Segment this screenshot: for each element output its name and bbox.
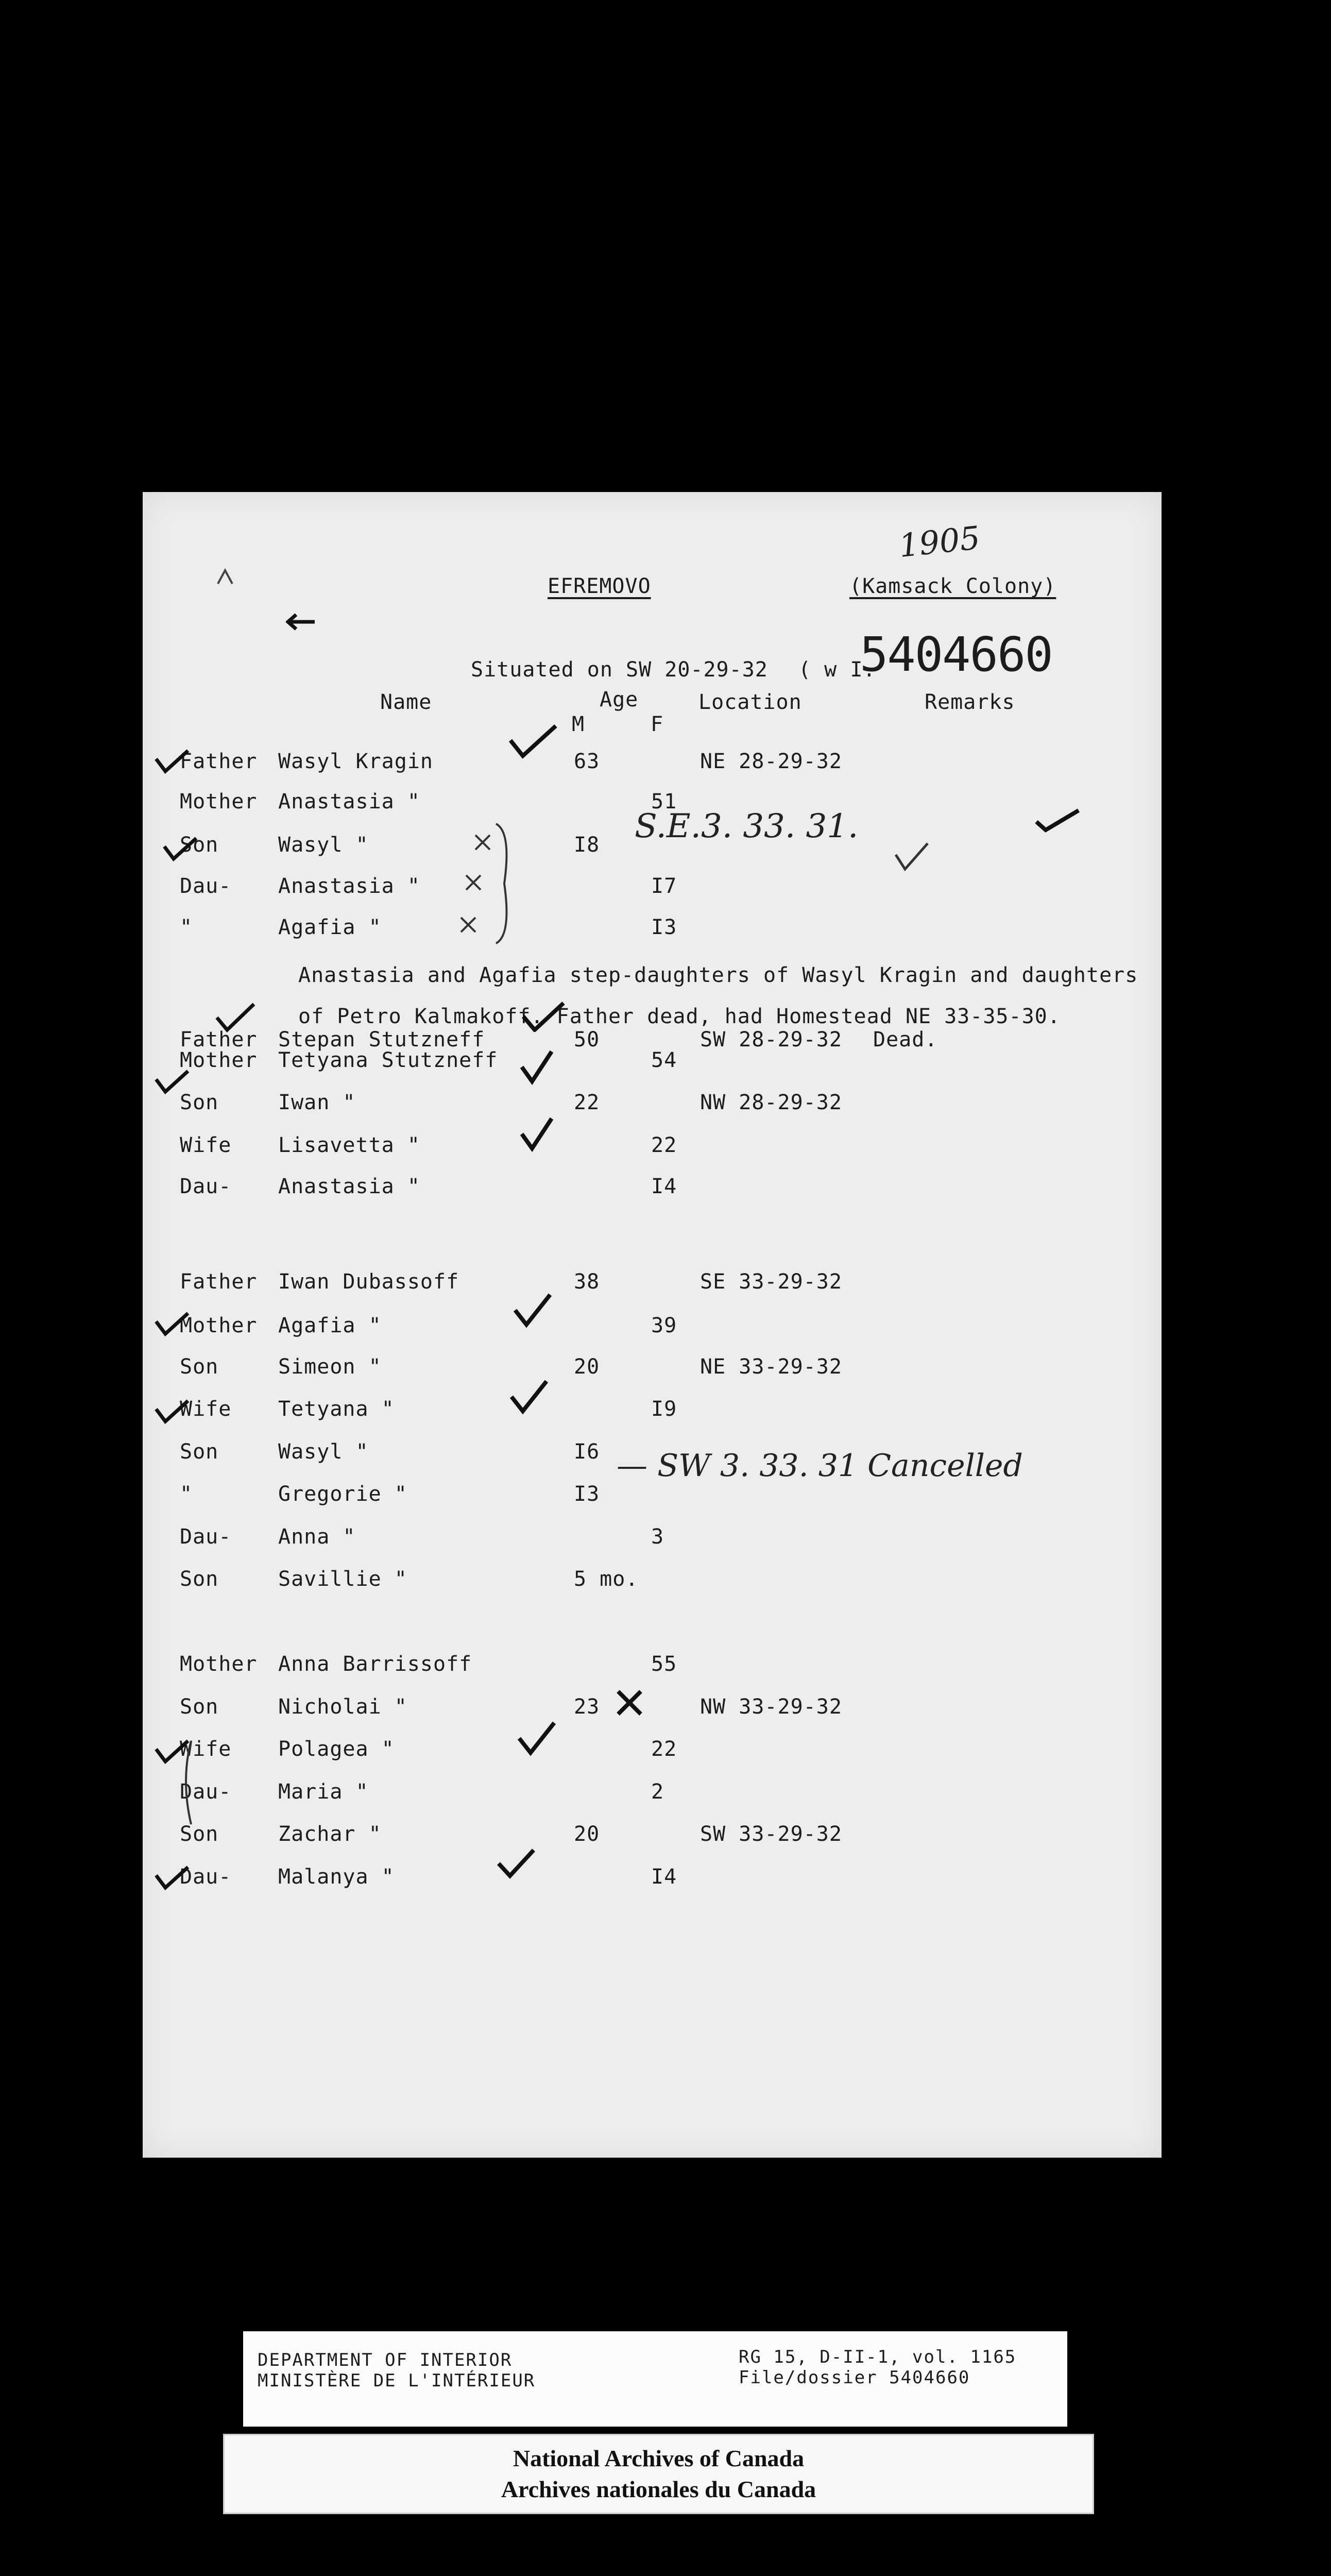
bracket-mark-icon bbox=[179, 1739, 194, 1826]
row-age-male: I8 bbox=[574, 833, 600, 857]
file-dossier-ref: File/dossier 5404660 bbox=[739, 2367, 970, 2388]
row-location: SE 33-29-32 bbox=[700, 1270, 842, 1294]
row-name: Polagea " bbox=[278, 1737, 395, 1761]
row-role: Dau- bbox=[180, 1175, 232, 1198]
note-line-1: Anastasia and Agafia step-daughters of Wasyl Kragin and daughters bbox=[298, 963, 1138, 987]
checkmark-icon bbox=[1034, 807, 1081, 833]
checkmark-icon bbox=[512, 1293, 553, 1329]
row-age-male: 38 bbox=[574, 1270, 600, 1294]
checkmark-icon bbox=[894, 841, 930, 872]
header-name: Name bbox=[380, 690, 432, 714]
row-role: Son bbox=[180, 833, 219, 857]
row-name: Anna Barrissoff bbox=[278, 1652, 472, 1676]
row-name: Tetyana " bbox=[278, 1397, 395, 1421]
row-name: Iwan Dubassoff bbox=[278, 1270, 459, 1294]
row-location: NW 28-29-32 bbox=[700, 1091, 842, 1114]
dept-english: DEPARTMENT OF INTERIOR bbox=[258, 2350, 513, 2370]
row-role: " bbox=[180, 1482, 193, 1506]
row-age-male: 22 bbox=[574, 1091, 600, 1114]
checkmark-icon bbox=[496, 1848, 537, 1879]
row-location: SW 28-29-32 bbox=[700, 1028, 842, 1052]
row-role: Son bbox=[180, 1440, 219, 1464]
row-name: Stepan Stutzneff bbox=[278, 1028, 485, 1052]
file-prefix: ( w I. bbox=[798, 658, 876, 682]
checkmark-icon bbox=[154, 1069, 190, 1095]
checkmark-icon bbox=[215, 1002, 256, 1033]
row-role: Wife bbox=[180, 1397, 232, 1421]
row-role: Father bbox=[180, 1028, 258, 1052]
checkmark-icon bbox=[507, 723, 559, 759]
row-age-male: 20 bbox=[574, 1355, 600, 1379]
checkmark-icon bbox=[516, 1721, 557, 1757]
row-location: NE 33-29-32 bbox=[700, 1355, 842, 1379]
row-age-female: I4 bbox=[651, 1865, 677, 1889]
arrow-mark-icon bbox=[286, 612, 317, 632]
archives-name-french: Archives nationales du Canada bbox=[501, 2476, 816, 2502]
row-age-female: 3 bbox=[651, 1525, 664, 1549]
row-name: Anastasia " bbox=[278, 874, 420, 898]
file-number-stamp: 5404660 bbox=[860, 627, 1052, 682]
row-role: Son bbox=[180, 1567, 219, 1591]
archive-reference-label bbox=[243, 2331, 1067, 2427]
row-name: Simeon " bbox=[278, 1355, 382, 1379]
row-age-female: I7 bbox=[651, 874, 677, 898]
header-age: Age bbox=[600, 688, 639, 711]
row-name: Anastasia " bbox=[278, 1175, 420, 1198]
row-name: Wasyl " bbox=[278, 1440, 369, 1464]
row-name: Savillie " bbox=[278, 1567, 407, 1591]
row-name: Maria " bbox=[278, 1780, 369, 1804]
row-name: Zachar " bbox=[278, 1822, 382, 1846]
row-name: Agafia " bbox=[278, 1314, 382, 1337]
row-age-female: 39 bbox=[651, 1314, 677, 1337]
row-age-female: 55 bbox=[651, 1652, 677, 1676]
checkmark-icon bbox=[508, 1379, 550, 1415]
dept-french: MINISTÈRE DE L'INTÉRIEUR bbox=[258, 2370, 536, 2391]
row-name: Malanya " bbox=[278, 1865, 395, 1889]
checkmark-icon bbox=[154, 749, 190, 774]
row-age-male: 63 bbox=[574, 750, 600, 773]
handwritten-note-se: S.E.3. 33. 31. bbox=[635, 807, 859, 845]
row-age-male: 20 bbox=[574, 1822, 600, 1846]
row-role: Dau- bbox=[180, 1525, 232, 1549]
row-role: Wife bbox=[180, 1737, 232, 1761]
note-line-2: of Petro Kalmakoff. Father dead, had Homestead NE 33-35-30. bbox=[298, 1005, 1061, 1028]
handwritten-note-cancelled: — SW 3. 33. 31 Cancelled bbox=[617, 1448, 1023, 1484]
settlement-name: EFREMOVO bbox=[548, 574, 651, 598]
row-age-male: 23 bbox=[574, 1695, 600, 1719]
colony-name: (Kamsack Colony) bbox=[849, 574, 1056, 598]
cross-mark-icon bbox=[614, 1687, 645, 1718]
row-role: Mother bbox=[180, 790, 258, 814]
small-x-mark-icon bbox=[472, 832, 493, 853]
row-age-male: I6 bbox=[574, 1440, 600, 1464]
row-role: Father bbox=[180, 1270, 258, 1294]
row-role: Mother bbox=[180, 1314, 258, 1337]
bracket-mark-icon bbox=[493, 822, 514, 945]
row-role: Son bbox=[180, 1355, 219, 1379]
row-name: Tetyana Stutzneff bbox=[278, 1048, 498, 1072]
row-age-male: I3 bbox=[574, 1482, 600, 1506]
header-remarks: Remarks bbox=[925, 690, 1015, 714]
header-m: M bbox=[572, 713, 585, 736]
row-role: Dau- bbox=[180, 1865, 232, 1889]
small-x-mark-icon bbox=[463, 872, 484, 893]
row-name: Anastasia " bbox=[278, 790, 420, 814]
row-age-female: 22 bbox=[651, 1737, 677, 1761]
row-role: Mother bbox=[180, 1652, 258, 1676]
header-location: Location bbox=[698, 690, 802, 714]
row-age-female: I4 bbox=[651, 1175, 677, 1198]
checkmark-icon bbox=[520, 1001, 567, 1032]
document-page bbox=[143, 492, 1162, 2158]
archives-name-english: National Archives of Canada bbox=[513, 2445, 805, 2471]
row-role: Father bbox=[180, 750, 258, 773]
row-remarks: Dead. bbox=[873, 1028, 938, 1052]
row-role: Mother bbox=[180, 1048, 258, 1072]
row-name: Iwan " bbox=[278, 1091, 356, 1114]
checkmark-icon bbox=[154, 1865, 190, 1891]
row-age-female: 51 bbox=[651, 790, 677, 814]
row-age-female: I9 bbox=[651, 1397, 677, 1421]
record-group-ref: RG 15, D-II-1, vol. 1165 bbox=[739, 2347, 1017, 2367]
row-name: Lisavetta " bbox=[278, 1133, 420, 1157]
row-age-male: 5 mo. bbox=[574, 1567, 639, 1591]
row-age-female: I3 bbox=[651, 916, 677, 939]
row-role: Son bbox=[180, 1822, 219, 1846]
row-name: Anna " bbox=[278, 1525, 356, 1549]
row-role: " bbox=[180, 916, 193, 939]
checkmark-icon bbox=[162, 836, 198, 862]
row-name: Wasyl Kragin bbox=[278, 750, 433, 773]
row-role: Dau- bbox=[180, 874, 232, 898]
row-location: NW 33-29-32 bbox=[700, 1695, 842, 1719]
row-name: Agafia " bbox=[278, 916, 382, 939]
row-name: Wasyl " bbox=[278, 833, 369, 857]
row-location: SW 33-29-32 bbox=[700, 1822, 842, 1846]
checkmark-icon bbox=[519, 1049, 555, 1086]
row-name: Nicholai " bbox=[278, 1695, 407, 1719]
row-role: Son bbox=[180, 1091, 219, 1114]
row-age-female: 54 bbox=[651, 1048, 677, 1072]
checkmark-icon bbox=[519, 1116, 555, 1153]
year-annotation: 1905 bbox=[897, 518, 982, 565]
checkmark-icon bbox=[154, 1399, 190, 1425]
archives-banner bbox=[223, 2434, 1094, 2514]
row-name: Gregorie " bbox=[278, 1482, 407, 1506]
header-f: F bbox=[651, 713, 664, 736]
checkmark-icon bbox=[154, 1311, 190, 1337]
small-x-mark-icon bbox=[458, 914, 479, 935]
situated-line: Situated on SW 20-29-32 bbox=[471, 658, 768, 682]
row-role: Son bbox=[180, 1695, 219, 1719]
row-age-female: 22 bbox=[651, 1133, 677, 1157]
tick-mark-icon bbox=[215, 568, 235, 589]
row-age-male: 50 bbox=[574, 1028, 600, 1052]
row-role: Dau- bbox=[180, 1780, 232, 1804]
row-age-female: 2 bbox=[651, 1780, 664, 1804]
row-location: NE 28-29-32 bbox=[700, 750, 842, 773]
row-role: Wife bbox=[180, 1133, 232, 1157]
